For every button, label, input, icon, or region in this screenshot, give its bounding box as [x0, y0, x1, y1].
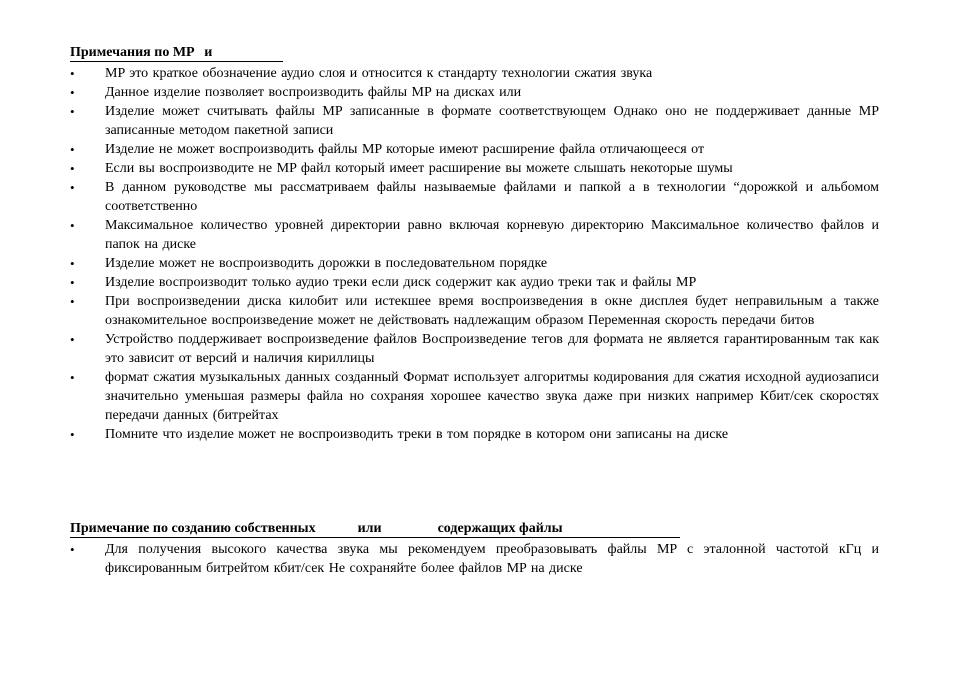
list-item: • Данное изделие позволяет воспроизводить файлы MP на дисках или	[70, 85, 522, 100]
custom-disc-notes-list	[0, 540, 954, 578]
list-item: • Если вы воспроизводите не MP файл который имеет расширение вы можете слышать некоторые шумы	[70, 161, 733, 176]
list-item: • Максимальное количество уровней директории равно включая корневую директорию Максимальное количество файлов и папок на диске	[70, 218, 879, 252]
list-item: • В данном руководстве мы рассматриваем файлы называемые файлами и папкой а в технологии “дорожкой и альбомом соответственно	[70, 180, 879, 214]
bullet-icon: •	[70, 370, 75, 385]
bullet-icon: •	[70, 256, 75, 271]
bullet-icon: •	[70, 427, 75, 442]
bullet-icon: •	[70, 218, 75, 233]
list-item: • формат сжатия музыкальных данных созданный Формат использует алгоритмы кодирования для сжатия исходной аудиозаписи значительно уменьшая размеры файла но сохраняя хорошее качество звука даже при низких например Кбит/сек скоростях передачи данных (битрейтах	[70, 370, 879, 423]
bullet-icon: •	[70, 161, 75, 176]
list-item: • Изделие может не воспроизводить дорожки в последовательном порядке	[70, 256, 548, 271]
list-item: • Изделие воспроизводит только аудио треки если диск содержит как аудио треки так и файлы MP	[70, 275, 697, 290]
list-item: • Изделие не может воспроизводить файлы MP которые имеют расширение файла отличающееся от	[70, 142, 705, 157]
list-item: • При воспроизведении диска килобит или истекшее время воспроизведения в окне дисплея будет неправильным а также ознакомительное воспроизведение может не действовать надлежащим образом Переменная скорость передачи битов	[70, 294, 879, 328]
bullet-icon: •	[70, 294, 75, 309]
notes-list	[0, 64, 954, 444]
bullet-icon: •	[70, 275, 75, 290]
list-item: • Помните что изделие может не воспроизводить треки в том порядке в котором они записаны на диске	[70, 427, 729, 442]
bullet-icon: •	[70, 104, 75, 119]
bullet-icon: •	[70, 180, 75, 195]
list-item: • Устройство поддерживает воспроизведение файлов Воспроизведение тегов для формата не является гарантированным так как это зависит от версий и наличия кириллицы	[70, 332, 879, 366]
bullet-icon: •	[70, 542, 75, 557]
list-item: • MP это краткое обозначение аудио слоя и относится к стандарту технологии сжатия звука	[70, 66, 653, 81]
section-heading-mp3-notes: Примечания по MP и	[70, 45, 283, 62]
section-heading-custom-discs: Примечание по созданию собственных или содержащих файлы	[70, 521, 680, 538]
bullet-icon: •	[70, 66, 75, 81]
list-item: • Для получения высокого качества звука мы рекомендуем преобразовывать файлы MP с эталонной частотой кГц и фиксированным битрейтом кбит/сек Не сохраняйте более файлов MP на диске	[70, 542, 879, 576]
bullet-icon: •	[70, 332, 75, 347]
bullet-icon: •	[70, 85, 75, 100]
list-item: • Изделие может считывать файлы MP записанные в формате соответствующем Однако оно не поддерживает данные MP записанные методом пакетной записи	[70, 104, 879, 138]
bullet-icon: •	[70, 142, 75, 157]
